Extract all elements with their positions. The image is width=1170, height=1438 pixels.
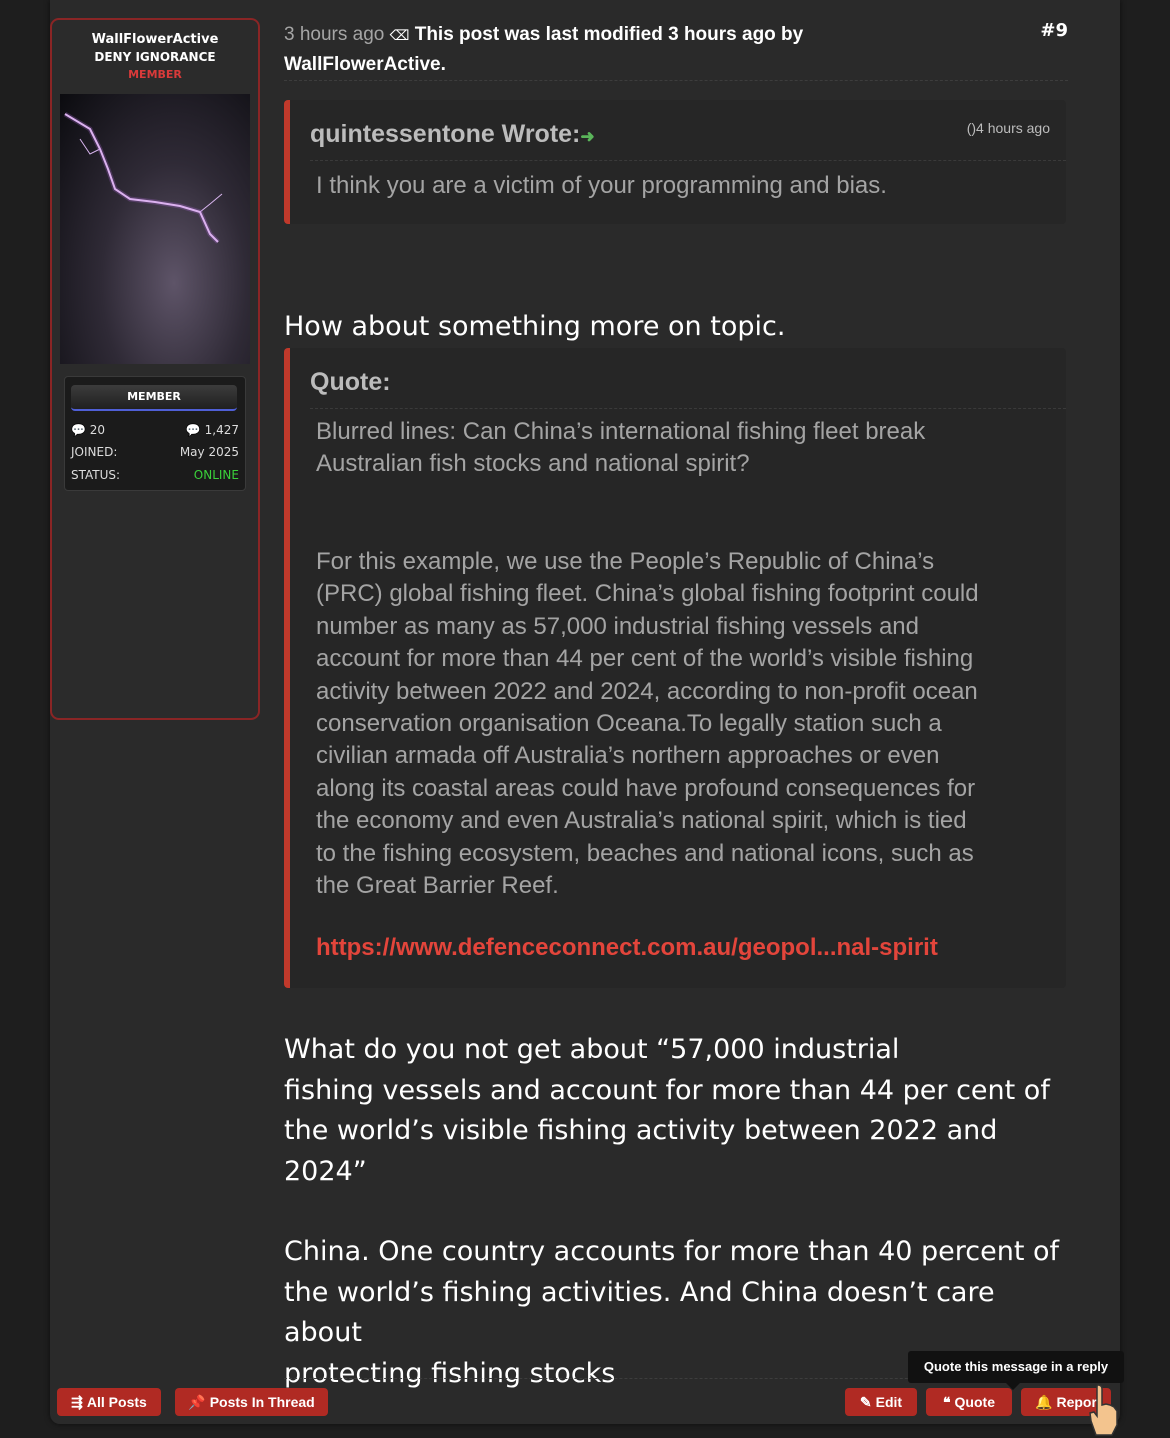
edit-button[interactable]: ✎ Edit xyxy=(845,1388,917,1416)
lightning-image xyxy=(60,94,250,364)
post-timestamp: 3 hours ago ⌫ This post was last modified 3 hours ago by WallFlowerActive. xyxy=(284,24,804,75)
user-title: DENY IGNORANCE xyxy=(94,50,216,64)
quote-divider xyxy=(310,160,1066,161)
quote-time: ()4 hours ago xyxy=(966,120,1050,136)
rank-badge: MEMBER xyxy=(71,385,237,411)
post-body-line: How about something more on topic. xyxy=(284,311,786,342)
quote-icon: ❝ xyxy=(943,1394,951,1410)
thread-count[interactable]: 💬 20 xyxy=(71,423,106,437)
quote-block-2 xyxy=(284,348,1066,988)
report-button[interactable]: 🔔 Repor xyxy=(1021,1388,1111,1416)
stats-row-counts xyxy=(71,423,239,441)
quote-paragraph: For this example, we use the People’s Republic of China’s (PRC) global fishing fleet. China’s global fishing footprint could number as many as 57,000 industrial fishing vessels and account for more than 44 per cent of the world’s visible fishing activity between 2022 and 2024, according to non-profit ocean conservation organisation Oceana.To legally station such a civilian armada off Australia’s northern approaches or even along its coastal areas could have profound consequences for the economy and even Australia’s national spirit, which is tied to the fishing ecosystem, beaches and national icons, such as the Great Barrier Reef. xyxy=(316,548,979,900)
user-stats xyxy=(64,376,246,491)
quote-divider xyxy=(310,408,1066,409)
eraser-icon: ⌫ xyxy=(389,27,410,43)
post-container xyxy=(50,0,1120,1424)
comments-icon: 💬 xyxy=(185,423,201,437)
all-posts-button[interactable]: ⇶ All Posts xyxy=(57,1388,161,1416)
quote-header: Quote: xyxy=(310,368,391,396)
post-body-paragraph-1: What do you not get about “57,000 industrial fishing vessels and account for more than 44 per cent of the world’s visible fishing activity between 2022 and 2024” xyxy=(284,1034,1050,1187)
username[interactable]: WallFlowerActive xyxy=(91,32,219,47)
stats-row-joined: JOINED: May 2025 xyxy=(71,445,239,459)
post-number[interactable]: #9 xyxy=(1040,20,1068,41)
quote-title: Blurred lines: Can China’s international fishing fleet break Australian fish stocks and national spirit? xyxy=(316,418,926,478)
post-body-paragraph-2: China. One country accounts for more than 40 percent of the world’s fishing activities. And China doesn’t care about protecting fishing stocks xyxy=(284,1236,1060,1389)
stats-row-status: STATUS: ONLINE xyxy=(71,468,239,482)
header-divider xyxy=(284,80,1068,82)
quote-author: quintessentone Wrote:➜ xyxy=(310,120,595,148)
bell-icon: 🔔 xyxy=(1035,1394,1053,1410)
signpost-icon: ⇶ xyxy=(71,1394,83,1410)
arrow-right-icon[interactable]: ➜ xyxy=(580,127,595,146)
quote-text: I think you are a victim of your programming and bias. xyxy=(316,172,887,199)
quote-button[interactable]: ❝ Quote xyxy=(926,1388,1012,1416)
comment-icon: 💬 xyxy=(71,423,86,437)
pin-icon: 📌 xyxy=(188,1394,206,1410)
quote-tooltip: Quote this message in a reply xyxy=(908,1351,1124,1383)
posts-in-thread-button[interactable]: 📌 Posts In Thread xyxy=(175,1388,328,1416)
post-count[interactable]: 💬 1,427 xyxy=(185,423,239,437)
avatar[interactable] xyxy=(60,94,250,364)
edit-icon: ✎ xyxy=(859,1394,872,1410)
quote-link[interactable]: https://www.defenceconnect.com.au/geopol...nal-spirit xyxy=(316,934,938,961)
hand-cursor-icon xyxy=(1088,1383,1122,1438)
user-rank: MEMBER xyxy=(128,68,182,81)
quote-block-1 xyxy=(284,100,1066,224)
user-panel xyxy=(50,18,260,720)
